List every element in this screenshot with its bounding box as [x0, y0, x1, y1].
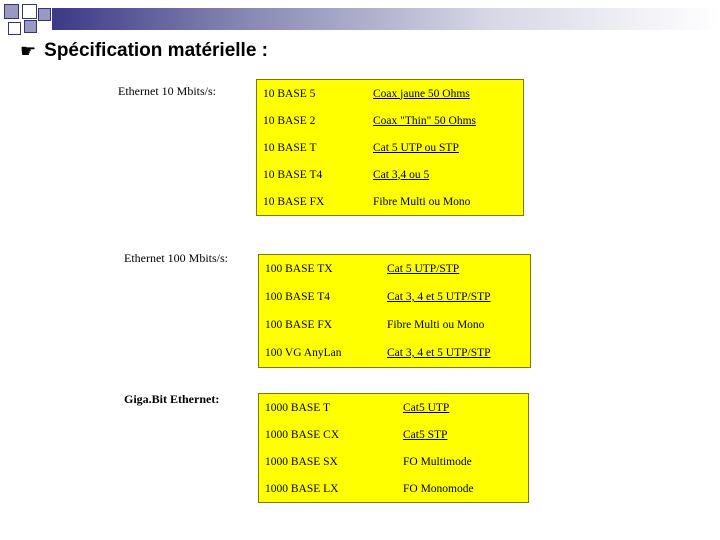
- standard-cell: 100 VG AnyLan: [265, 347, 342, 359]
- media-link[interactable]: Cat5 UTP: [403, 401, 450, 414]
- media-text: Fibre Multi ou Mono: [387, 319, 485, 331]
- decorative-square-icon: [4, 4, 19, 19]
- section-label-ethernet-10: Ethernet 10 Mbits/s:: [118, 84, 216, 98]
- section-label-gigabit: Giga.Bit Ethernet:: [124, 392, 220, 406]
- media-link[interactable]: Cat5 STP: [403, 428, 448, 441]
- table-row: [257, 134, 524, 161]
- media-link[interactable]: Coax jaune 50 Ohms: [373, 87, 470, 100]
- standard-cell: 1000 BASE CX: [265, 428, 340, 441]
- gigabit-table: [258, 393, 529, 503]
- table-row: [259, 421, 529, 448]
- standard-cell: 10 BASE 5: [263, 87, 316, 100]
- standard-cell: 1000 BASE T: [265, 401, 330, 414]
- table-row: [259, 311, 531, 339]
- page-title: [20, 40, 268, 62]
- media-text: Fibre Multi ou Mono: [373, 195, 471, 208]
- decorative-square-icon: [24, 20, 37, 33]
- table-row: [259, 283, 531, 311]
- ethernet-100-table: [258, 254, 531, 368]
- decorative-square-icon: [38, 8, 51, 21]
- media-text: FO Monomode: [403, 482, 474, 495]
- media-link[interactable]: Cat 3, 4 et 5 UTP/STP: [387, 347, 491, 359]
- table-row: [259, 448, 529, 475]
- decorative-square-icon: [8, 22, 21, 35]
- standard-cell: 100 BASE FX: [265, 319, 333, 331]
- table-row: [259, 475, 529, 503]
- media-link[interactable]: Cat 5 UTP ou STP: [373, 141, 459, 154]
- ethernet-10-table: [256, 79, 524, 216]
- header-gradient-bar: [52, 8, 720, 30]
- standard-cell: 100 BASE T4: [265, 291, 330, 303]
- section-label-ethernet-100: Ethernet 100 Mbits/s:: [124, 251, 228, 265]
- standard-cell: 10 BASE FX: [263, 195, 325, 208]
- table-row: [257, 80, 524, 108]
- decorative-square-icon: [22, 4, 37, 19]
- table-row: [259, 255, 531, 284]
- media-link[interactable]: Cat 5 UTP/STP: [387, 263, 460, 275]
- standard-cell: 10 BASE 2: [263, 114, 316, 127]
- media-link[interactable]: Coax "Thin" 50 Ohms: [373, 114, 476, 127]
- standard-cell: 1000 BASE SX: [265, 455, 338, 468]
- page-title-text: Spécification matérielle :: [44, 40, 268, 61]
- table-row: [259, 394, 529, 422]
- standard-cell: 10 BASE T: [263, 141, 317, 154]
- pointing-hand-icon: ☛: [20, 40, 37, 61]
- standard-cell: 100 BASE TX: [265, 263, 333, 275]
- standard-cell: 1000 BASE LX: [265, 482, 339, 495]
- table-row: [257, 188, 524, 216]
- standard-cell: 10 BASE T4: [263, 168, 323, 181]
- media-link[interactable]: Cat 3,4 ou 5: [373, 168, 430, 181]
- media-text: FO Multimode: [403, 455, 472, 468]
- table-row: [257, 107, 524, 134]
- table-row: [259, 339, 531, 368]
- media-link[interactable]: Cat 3, 4 et 5 UTP/STP: [387, 291, 491, 303]
- table-row: [257, 161, 524, 188]
